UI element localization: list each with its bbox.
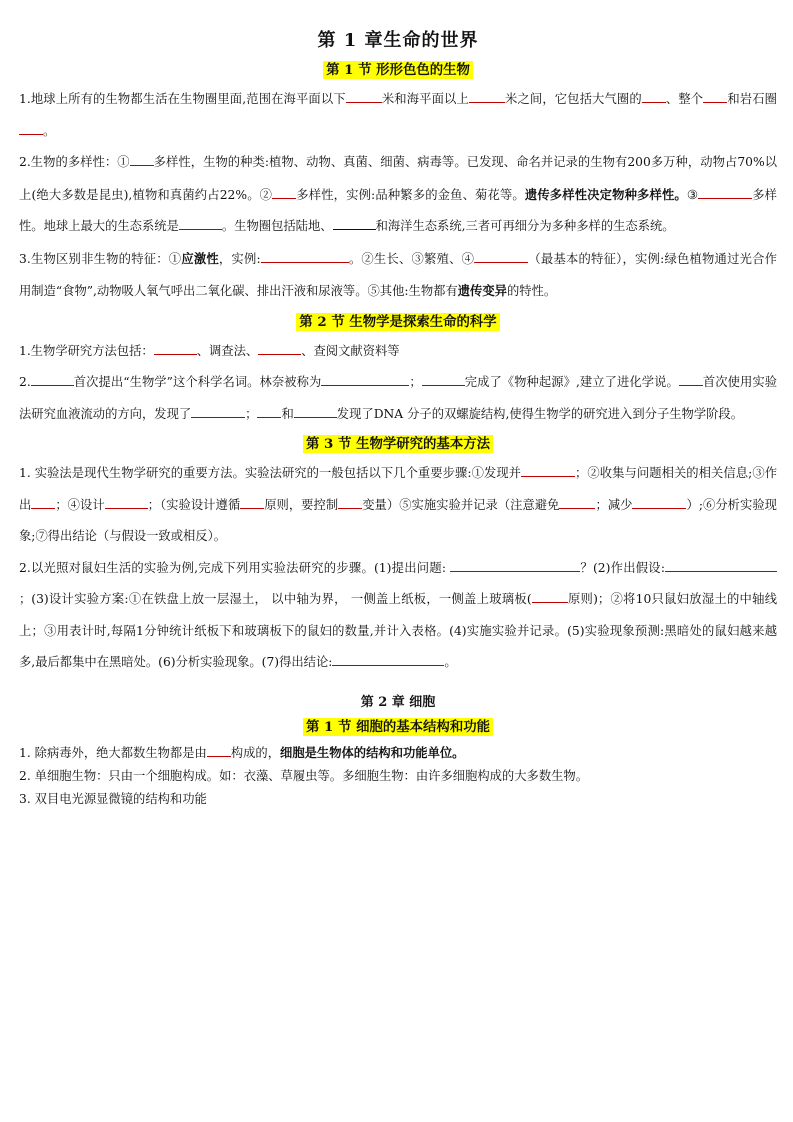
fill-blank[interactable]: [474, 249, 528, 262]
chapter-2-title: 第 2 章 细胞: [360, 694, 436, 710]
s1-item-3: 3.生物区别非生物的特征：①应激性，实例: 。②生长、③繁殖、④ （最基本的特征），实例:绿色植物通过光合作用制造“食物”,动物吸人氧气呼出二氧化碳、排出汗液和尿液等。⑤其他:生物都有遗传变异的特性。: [19, 250, 777, 298]
fill-blank[interactable]: [532, 590, 568, 603]
section-1-3-title: 第 3 节 生物学研究的基本方法: [303, 435, 493, 453]
fill-blank[interactable]: [665, 558, 777, 571]
fill-blank[interactable]: [338, 495, 362, 508]
fill-blank[interactable]: [698, 185, 752, 198]
fill-blank[interactable]: [272, 185, 296, 198]
s3-item-1: 1. 实验法是现代生物学研究的重要方法。实验法研究的一般包括以下几个重要步骤:①发现并 ；②收集与问题相关的相关信息;③作出 ；④设计 ；（实验设计遵循 原则，要控制 变量）⑤实施实验并记录（注意避免 ；减少 ）;⑥分析实验现象;⑦得出结论（与假设一致或相反）。: [19, 458, 777, 553]
fill-blank[interactable]: [31, 495, 55, 508]
section-1-2-title: 第 2 节 生物学是探索生命的科学: [296, 313, 499, 331]
fill-blank[interactable]: [450, 558, 580, 571]
fill-blank[interactable]: [179, 217, 222, 230]
section-1-2-heading: [19, 311, 777, 330]
c2-item-1: 1. 除病毒外，绝大都数生物都是由 构成的，细胞是生物体的结构和功能单位。: [19, 744, 465, 760]
fill-blank[interactable]: [257, 404, 281, 417]
s1-item-2: 2.生物的多样性：① 多样性，生物的种类:植物、动物、真菌、细菌、病毒等。已发现、命名并记录的生物有200多万种，动物占70%以上(绝大多数是昆虫),植物和真菌约占22%。② 多样性，实例:品种繁多的金鱼、菊花等。遗传多样性决定物种多样性。③ 多样性。地球上最大的生态系统是 。生物圈包括陆地、 和海洋生态系统,三者可再细分为多种多样的生态系统。: [19, 147, 777, 243]
fill-blank[interactable]: [240, 495, 264, 508]
document-page: [19, 26, 777, 811]
s1-item-1: 1.地球上所有的生物都生活在生物圈里面,范围在海平面以下 米和海平面以上 米之间，它包括大气圈的 、整个 和岩石圈。: [19, 84, 777, 147]
fill-blank[interactable]: [632, 495, 686, 508]
fill-blank[interactable]: [261, 249, 349, 262]
fill-blank[interactable]: [191, 404, 245, 417]
s2-item-1: 1.生物学研究方法包括： 、调查法、 、查阅文献资料等: [19, 336, 777, 368]
fill-blank[interactable]: [469, 90, 505, 103]
fill-blank[interactable]: [521, 464, 575, 477]
bold-statement: 细胞是生物体的结构和功能单位。: [280, 744, 465, 760]
s3-item-2: 2.以光照对鼠妇生活的实验为例,完成下列用实验法研究的步骤。(1)提出问题: ？(2)作出假设:；(3)设计实验方案:①在铁盘上放一层湿土， 以中轴为界， 一侧盖上纸板，一侧盖上玻璃板( 原则)；②将10只鼠妇放湿土的中轴线上；③用表计时,每隔1分钟统计纸板下和玻璃板下的鼠妇的数量,并计入表格。(4)实施实验并记录。(5)实验现象预测:黑暗处的鼠妇越来越多,最后都集中在黑暗处。(6)分析实验现象。(7)得出结论: 。: [19, 553, 777, 679]
c2-item-2: 2. 单细胞生物：只由一个细胞构成。如：衣藻、草履虫等。多细胞生物：由许多细胞构成的大多数生物。: [19, 768, 589, 783]
section-1-1-heading: [19, 59, 777, 78]
s2-item-2: 2. 首次提出“生物学”这个科学名词。林奈被称为 ； 完成了《物种起源》,建立了进化学说。 首次使用实验法研究血液流动的方向，发现了 ； 和 发现了DNA 分子的双螺旋结构,使得生物学的研究进入到分子生物学阶段。: [19, 367, 777, 430]
fill-blank[interactable]: [422, 373, 465, 386]
fill-blank[interactable]: [703, 90, 727, 103]
section-1-3-heading: [19, 433, 777, 452]
fill-blank[interactable]: [679, 373, 703, 386]
fill-blank[interactable]: [258, 341, 301, 354]
fill-blank[interactable]: [332, 653, 444, 666]
bold-statement: 遗传多样性决定物种多样性。: [524, 186, 687, 202]
fill-blank[interactable]: [559, 495, 595, 508]
fill-blank[interactable]: [346, 90, 382, 103]
fill-blank[interactable]: [207, 743, 231, 756]
section-2-1-heading: [19, 716, 777, 735]
c2-item-3: 3. 双目电光源显微镜的结构和功能: [19, 791, 207, 806]
fill-blank[interactable]: [154, 341, 197, 354]
chapter-1-title: 第 1 章生命的世界: [317, 30, 479, 51]
fill-blank[interactable]: [333, 217, 376, 230]
fill-blank[interactable]: [105, 495, 148, 508]
section-1-1-title: 第 1 节 形形色色的生物: [323, 61, 473, 79]
fill-blank[interactable]: [642, 90, 666, 103]
fill-blank[interactable]: [31, 373, 74, 386]
fill-blank[interactable]: [321, 373, 409, 386]
fill-blank[interactable]: [19, 121, 43, 134]
fill-blank[interactable]: [130, 153, 154, 166]
fill-blank[interactable]: [294, 404, 337, 417]
section-2-1-title: 第 1 节 细胞的基本结构和功能: [303, 718, 493, 736]
